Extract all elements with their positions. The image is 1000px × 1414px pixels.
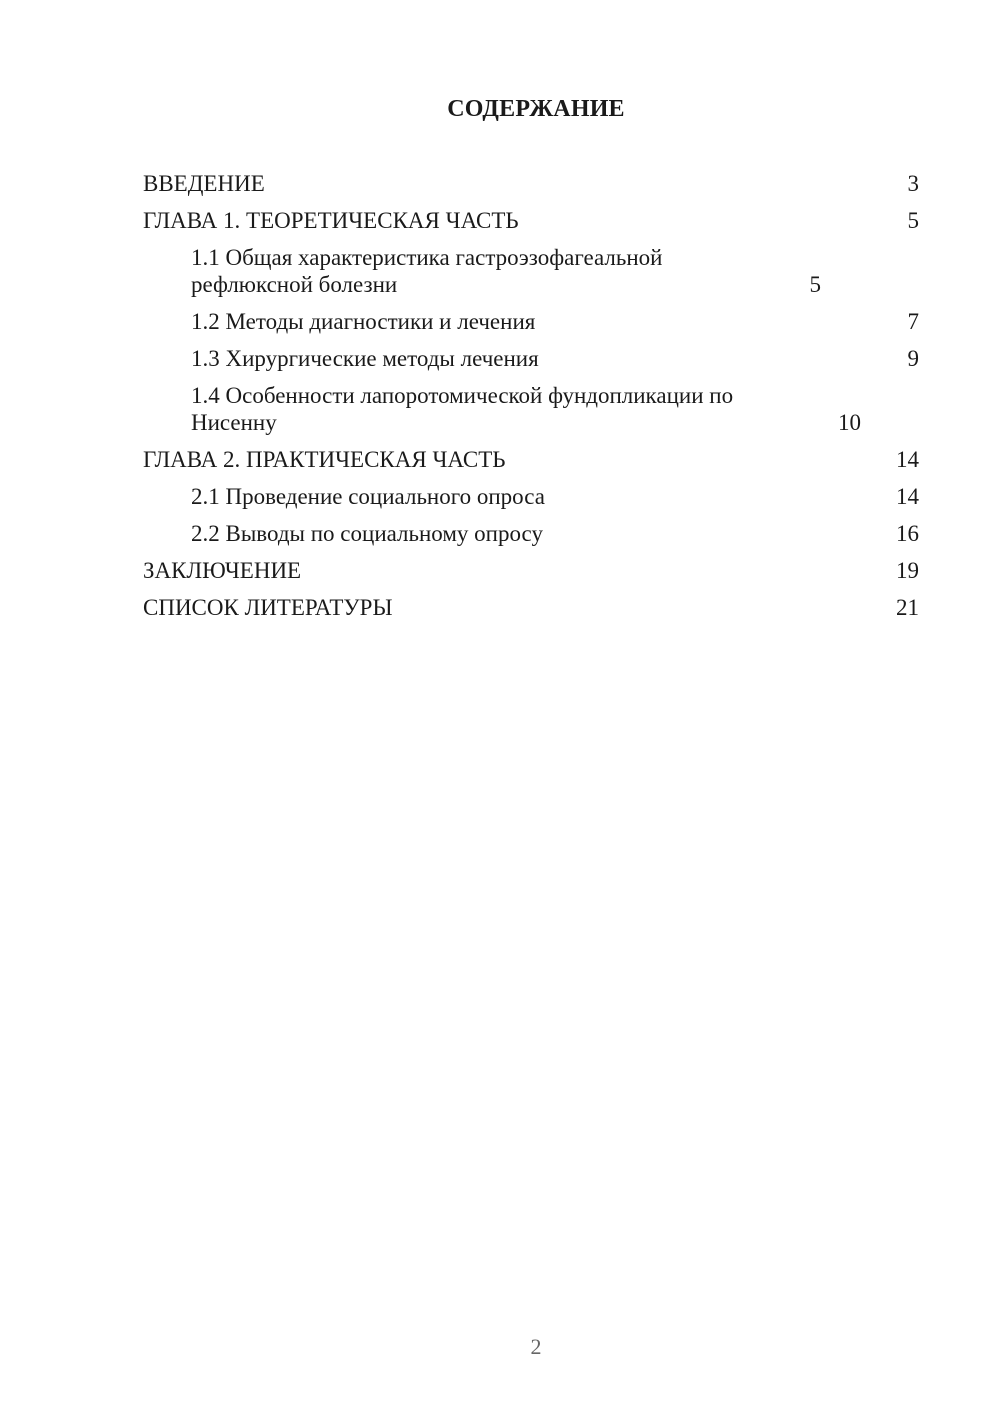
toc-entry-conclusion[interactable]	[143, 557, 919, 584]
toc-entry-page: 3	[907, 171, 919, 196]
toc-entry-section-1-4[interactable]	[143, 382, 919, 436]
page-title: СОДЕРЖАНИЕ	[447, 96, 625, 122]
toc-entry-page: 7	[907, 309, 919, 334]
page-number: 2	[530, 1334, 542, 1359]
toc-entry-label: ГЛАВА 2. ПРАКТИЧЕСКАЯ ЧАСТЬ	[143, 447, 506, 472]
toc-entry-page: 16	[896, 521, 919, 546]
toc-entry-chapter-1[interactable]	[143, 207, 919, 234]
toc-entry-label: 1.1 Общая характеристика гастроэзофагеальной рефлюксной болезни	[191, 245, 663, 297]
toc-entry-chapter-2[interactable]	[143, 446, 919, 473]
toc-entry-label: 1.4 Особенности лапоротомической фундопликации по Нисенну	[191, 383, 734, 435]
toc-entry-page: 10	[838, 410, 861, 435]
toc-entry-label: 1.2 Методы диагностики и лечения	[191, 309, 536, 334]
toc-entry-label: ЗАКЛЮЧЕНИЕ	[143, 558, 302, 583]
toc-entry-label: 2.2 Выводы по социальному опросу	[191, 521, 543, 546]
toc-entry-page: 14	[896, 447, 919, 472]
toc-entry-page: 9	[907, 346, 919, 371]
toc-entry-section-1-3[interactable]	[143, 345, 919, 372]
toc-entry-section-1-1[interactable]	[143, 244, 919, 298]
toc-entry-section-2-2[interactable]	[143, 520, 919, 547]
toc-entry-label: СПИСОК ЛИТЕРАТУРЫ	[143, 595, 393, 620]
toc-entry-page: 21	[896, 595, 919, 620]
toc-entry-section-1-2[interactable]	[143, 308, 919, 335]
toc-entry-page: 14	[896, 484, 919, 509]
toc-entry-page: 19	[896, 558, 919, 583]
toc-entry-label: ВВЕДЕНИЕ	[143, 171, 265, 196]
toc-entry-label: ГЛАВА 1. ТЕОРЕТИЧЕСКАЯ ЧАСТЬ	[143, 208, 519, 233]
table-of-contents	[143, 170, 919, 631]
toc-entry-page: 5	[809, 272, 821, 297]
toc-entry-introduction[interactable]	[143, 170, 919, 197]
toc-entry-label: 2.1 Проведение социального опроса	[191, 484, 545, 509]
toc-entry-references[interactable]	[143, 594, 919, 621]
toc-entry-page: 5	[907, 208, 919, 233]
toc-entry-label: 1.3 Хирургические методы лечения	[191, 346, 539, 371]
toc-entry-section-2-1[interactable]	[143, 483, 919, 510]
